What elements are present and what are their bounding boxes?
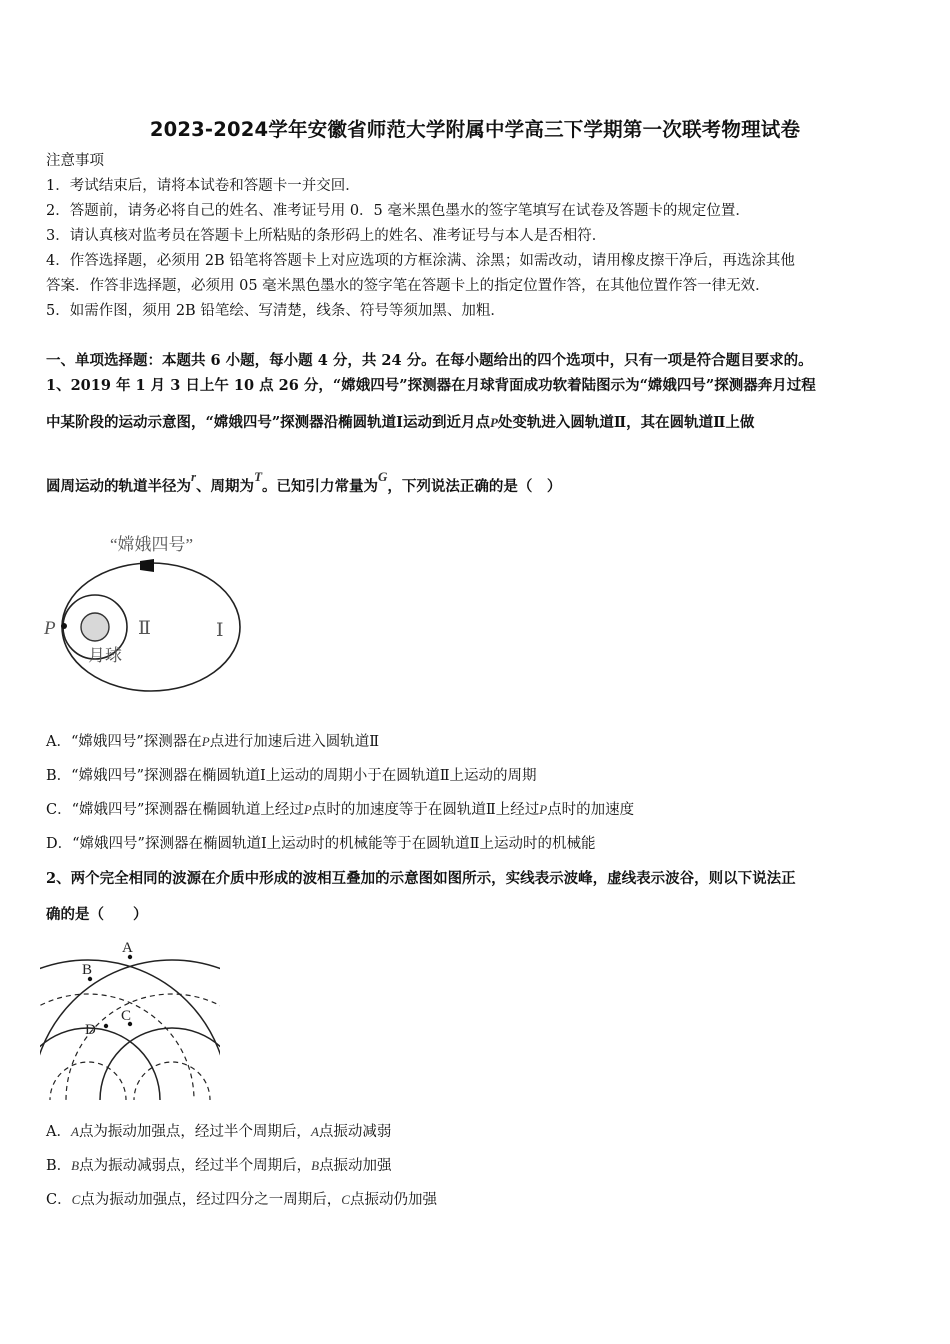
q1-option-d: D．“嫦娥四号”探测器在椭圆轨道Ⅰ上运动时的机械能等于在圆轨道Ⅱ上运动时的机械能 — [46, 836, 596, 852]
option-var-p: P — [303, 802, 312, 817]
option-text: 点时的加速度等于在圆轨道Ⅱ上经过 — [311, 802, 540, 818]
orbit-1-label: Ⅰ — [216, 620, 224, 641]
q2-option-b — [46, 1157, 392, 1175]
point-d-dot — [104, 1024, 108, 1028]
q1-option-b: B．“嫦娥四号”探测器在椭圆轨道Ⅰ上运动的周期小于在圆轨道Ⅱ上运动的周期 — [46, 768, 537, 784]
option-text: C． — [46, 1192, 72, 1208]
option-text: 点振动减弱 — [318, 1124, 392, 1140]
option-var-p: P — [539, 802, 548, 817]
q2-option-a — [46, 1123, 391, 1141]
option-text: 点时的加速度 — [547, 802, 635, 818]
moon — [81, 613, 109, 641]
option-var: C — [71, 1192, 81, 1207]
option-text: 点为振动加强点，经过四分之一周期后， — [80, 1192, 342, 1208]
option-var: B — [311, 1158, 320, 1173]
q1-text: 。已知引力常量为 — [262, 478, 379, 495]
option-var-p: P — [201, 734, 210, 749]
trough-right-outer — [66, 994, 220, 1104]
option-var: B — [71, 1158, 80, 1173]
trough-left-outer — [40, 994, 194, 1104]
point-c-label: C — [121, 1008, 132, 1024]
point-p-dot — [61, 623, 67, 629]
q1-option-a — [46, 733, 379, 751]
notice-item: 答案．作答非选择题，必须用 05 毫米黑色墨水的签字笔在答题卡上的指定位置作答，在其他位置作答一律无效． — [46, 278, 770, 294]
option-var: A — [70, 1124, 79, 1139]
point-a-label: A — [122, 940, 133, 956]
page-title: 2023-2024学年安徽省师范大学附属中学高三下学期第一次联考物理试卷 — [149, 118, 801, 141]
notice-item: 5．如需作图，须用 2B 铅笔绘、写清楚，线条、符号等须加黑、加粗． — [46, 303, 505, 319]
q2-line2: 确的是（ ） — [46, 906, 148, 923]
notice-item: 3．请认真核对监考员在答题卡上所粘贴的条形码上的姓名、准考证号与本人是否相符． — [46, 228, 607, 244]
option-var: C — [341, 1192, 350, 1207]
probe-icon — [140, 559, 154, 572]
q1-line1: 1、2019 年 1 月 3 日上午 10 点 26 分，“嫦娥四号”探测器在月球背面成功软着陆图示为“嫦娥四号”探测器奔月过程 — [46, 377, 816, 394]
orbit-2-label: Ⅱ — [138, 618, 151, 639]
trough-right-inner — [134, 1062, 210, 1104]
section-heading: 一、单项选择题：本题共 6 小题，每小题 4 分，共 24 分。在每小题给出的四个选项中，只有一项是符合题目要求的。 — [46, 352, 813, 369]
option-text: C．“嫦娥四号”探测器在椭圆轨道上经过 — [46, 802, 304, 818]
point-d-label: D — [85, 1022, 96, 1038]
q1-var-p: P — [489, 415, 498, 430]
moon-label: 月球 — [88, 646, 122, 665]
q1-line2 — [46, 414, 754, 432]
q1-text: 、周期为 — [196, 478, 255, 495]
q1-text: 圆周运动的轨道半径为 — [46, 478, 191, 495]
q1-line3 — [46, 469, 562, 496]
option-text: B． — [46, 1158, 72, 1174]
notice-heading: 注意事项 — [46, 153, 104, 169]
q2-option-c — [46, 1191, 437, 1209]
option-text: 点进行加速后进入圆轨道Ⅱ — [209, 734, 380, 750]
q1-option-c — [46, 801, 634, 819]
crest-right-outer — [40, 960, 220, 1104]
orbit-diagram — [40, 528, 260, 698]
trough-left-inner — [50, 1062, 126, 1104]
probe-label: “嫦娥四号” — [110, 535, 194, 554]
option-text: A．“嫦娥四号”探测器在 — [46, 734, 202, 750]
point-p-label: P — [44, 618, 56, 639]
option-text: 点为振动减弱点，经过半个周期后， — [79, 1158, 312, 1174]
q1-text: 中某阶段的运动示意图，“嫦娥四号”探测器沿椭圆轨道Ⅰ运动到近月点 — [46, 414, 490, 431]
option-text: 点振动加强 — [319, 1158, 392, 1174]
notice-item: 1．考试结束后，请将本试卷和答题卡一并交回． — [46, 178, 360, 194]
q1-text: 处变轨进入圆轨道Ⅱ，其在圆轨道Ⅱ上做 — [497, 414, 755, 431]
q2-line1: 2、两个完全相同的波源在介质中形成的波相互叠加的示意图如图所示，实线表示波峰，虚线表示波谷，则以下说法正 — [46, 870, 796, 887]
q1-var-t: T — [254, 469, 263, 484]
notice-item: 2．答题前，请务必将自己的姓名、准考证号用 0．5 毫米黑色墨水的签字笔填写在试卷及答题卡的规定位置． — [46, 203, 750, 219]
q1-var-g: G — [378, 469, 388, 484]
option-text: 点振动仍加强 — [349, 1192, 437, 1208]
wave-interference-diagram — [40, 932, 220, 1104]
option-var: A — [310, 1124, 319, 1139]
option-text: A． — [46, 1124, 71, 1140]
crest-left-outer — [40, 960, 220, 1104]
q1-var-r: r — [191, 469, 197, 484]
q1-text: ，下列说法正确的是（ ） — [387, 478, 562, 495]
notice-item: 4．作答选择题，必须用 2B 铅笔将答题卡上对应选项的方框涂满、涂黑；如需改动，请用橡皮擦干净后，再选涂其他 — [46, 253, 795, 269]
option-text: 点为振动加强点，经过半个周期后， — [78, 1124, 311, 1140]
point-b-label: B — [82, 962, 93, 978]
